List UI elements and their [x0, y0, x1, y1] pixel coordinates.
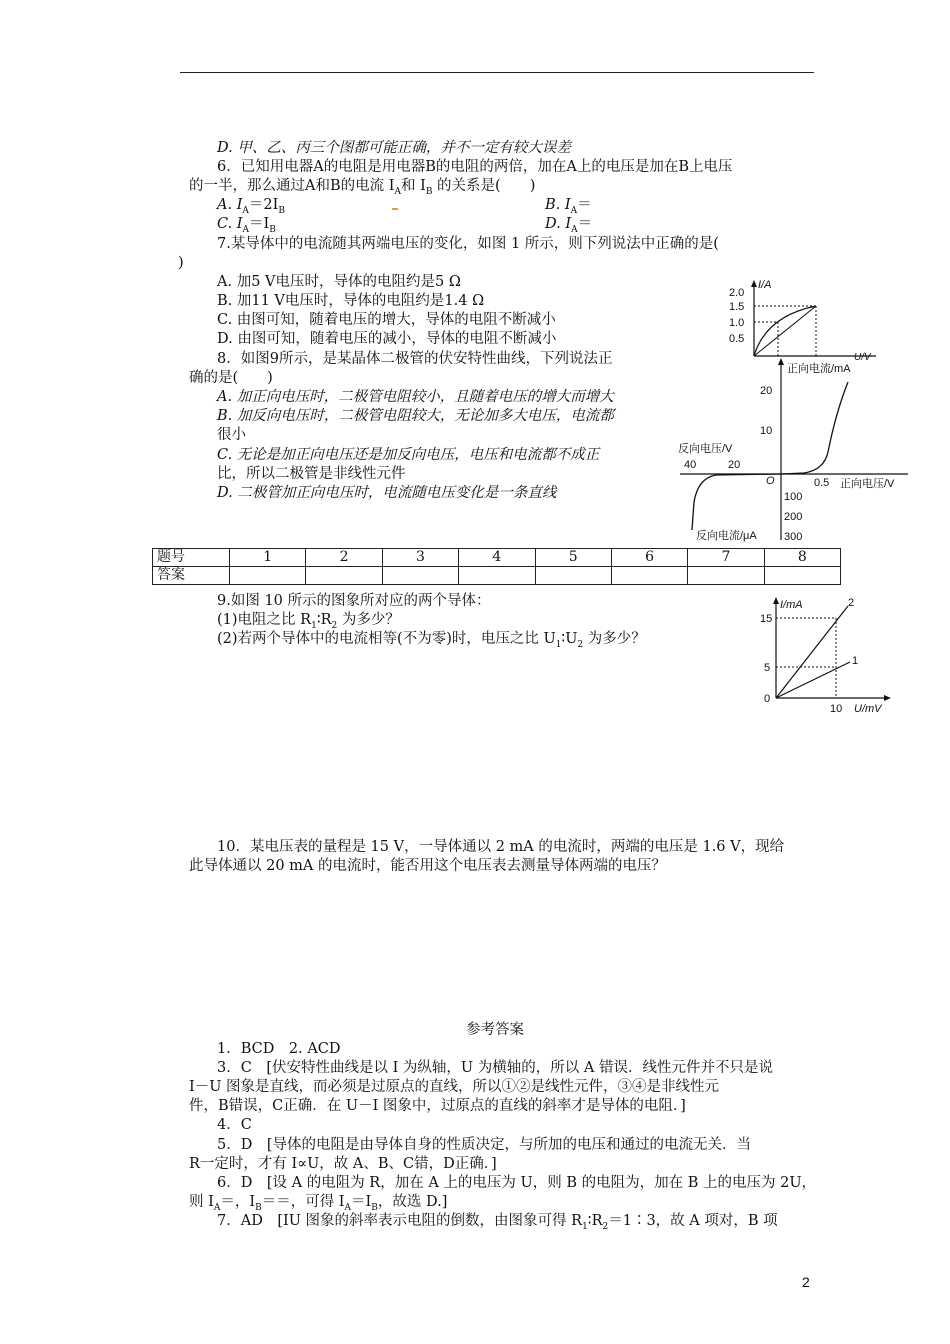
- q7-option-d: D. 由图可知，随着电压的减小，导体的电阻不断减小: [217, 331, 557, 347]
- table-cell: 1: [230, 549, 306, 567]
- fig9-xtick: 40: [684, 459, 697, 471]
- answer-5: 5．D [导体的电阻是由导体自身的性质决定，与所加的电压和通过的电流无关．当: [217, 1137, 752, 1153]
- table-cell: 7: [688, 549, 764, 567]
- q7-stem: 7.某导体中的电流随其两端电压的变化，如图 1 所示，则下列说法中正确的是(: [217, 236, 719, 252]
- figure-1-graph: [726, 278, 896, 360]
- fig10-y-label: I/mA: [780, 599, 803, 611]
- fig1-line: [754, 306, 816, 356]
- fig9-ytick-neg: 300: [784, 531, 803, 543]
- q8-option-b-cont: 很小: [217, 427, 246, 443]
- answer-4: 4．C: [217, 1117, 252, 1133]
- q8-option-b: B. 加反向电压时，二极管电阻较大，无论加多大电压，电流都: [217, 408, 614, 424]
- fig9-ytick-neg: 200: [784, 511, 803, 523]
- fig10-line2-label: 2: [848, 597, 855, 609]
- q6-option-a: A. $I_A=2I_B$: [217, 197, 285, 216]
- q10-stem: 10．某电压表的量程是 15 V，一导体通以 2 mA 的电流时，两端的电压是 1.6 V，现给: [217, 839, 785, 855]
- answer-grid-table: [152, 548, 841, 585]
- fig9-origin: O: [766, 475, 775, 487]
- table-row: [153, 567, 841, 585]
- scan-mark: [392, 208, 398, 210]
- answers-title: 参考答案: [466, 1022, 524, 1038]
- table-cell: 5: [535, 549, 611, 567]
- q9-part1: (1)电阻之比 $R_1∶R_2$ 为多少？: [217, 612, 400, 631]
- fig9-rev-current-label: 反向电流/μA: [696, 530, 757, 542]
- fig9-xtick: 0.5: [814, 477, 830, 489]
- answer-5-cont: R一定时，才有 I∝U，故 A、B、C错，D正确．]: [189, 1156, 497, 1172]
- fig1-y-label: I/A: [758, 279, 772, 291]
- answer-cell[interactable]: [382, 567, 458, 585]
- fig10-xtick: 10: [830, 703, 843, 715]
- q8-option-c-cont: 比，所以二极管是非线性元件: [217, 466, 406, 482]
- q7-option-c: C. 由图可知，随着电压的增大，导体的电阻不断减小: [217, 312, 556, 328]
- answer-cell[interactable]: [306, 567, 382, 585]
- answer-cell[interactable]: [459, 567, 535, 585]
- table-row: [153, 549, 841, 567]
- answer-cell[interactable]: [535, 567, 611, 585]
- fig10-x-label: U/mV: [854, 703, 882, 715]
- fig10-line1-label: 1: [852, 655, 859, 667]
- answer-7: 7．AD [IU 图象的斜率表示电阻的倒数，由图象可得 $R_1∶R_2=1∶3$，故 A 项对，B 项: [217, 1213, 778, 1232]
- fig1-x-label: U/V: [854, 352, 871, 360]
- table-row-head: 答案: [153, 567, 230, 585]
- q6-option-c: C. $I_A=I_B$: [217, 216, 276, 235]
- answer-cell[interactable]: [764, 567, 840, 585]
- figure-9-diode-graph: [676, 352, 912, 548]
- header-rule: [180, 72, 814, 73]
- table-cell: 4: [459, 549, 535, 567]
- fig10-ytick: 15: [760, 613, 773, 625]
- answer-3-cont: 件，B错误，C正确．在 U－I 图象中，过原点的直线的斜率才是导体的电阻．]: [189, 1098, 686, 1114]
- q8-stem: 8．如图9所示，是某晶体二极管的伏安特性曲线，下列说法正: [217, 351, 613, 367]
- answer-3: 3．C [伏安特性曲线是以 I 为纵轴，U 为横轴的，所以 A 错误．线性元件并不只是说: [217, 1060, 773, 1076]
- q8-option-c: C. 无论是加正向电压还是加反向电压，电压和电流都不成正: [217, 447, 600, 463]
- fig1-ytick: 1.0: [729, 317, 745, 329]
- q8-option-d: D. 二极管加正向电压时，电流随电压变化是一条直线: [217, 485, 557, 501]
- answer-6-cont: 则 $I_A=$，$I_B==$，可得 $I_A=I_B$，故选 D.]: [189, 1194, 448, 1213]
- fig1-ytick: 1.5: [729, 301, 745, 313]
- q7-option-b: B. 加11 V电压时，导体的电阻约是1.4 Ω: [217, 293, 485, 309]
- fig9-forward-curve: [781, 382, 848, 474]
- fig10-line-2: [776, 606, 848, 698]
- q8-stem-cont: 确的是( ): [189, 370, 273, 386]
- answer-3-cont: I－U 图象是直线，而必须是过原点的直线，所以①②是线性元件，③④是非线性元: [189, 1079, 720, 1095]
- q6-option-d: D. $I_A=$: [545, 216, 593, 235]
- q8-option-a: A. 加正向电压时，二极管电阻较小，且随着电压的增大而增大: [217, 389, 614, 405]
- fig1-ytick: 2.0: [729, 287, 745, 299]
- fig1-ytick: 0.5: [729, 333, 745, 345]
- page-number: 2: [802, 1274, 810, 1290]
- q6-stem-cont: 的一半，那么通过A和B的电流 $I_A$和 $I_B$ 的关系是( ): [189, 178, 536, 197]
- answer-cell[interactable]: [688, 567, 764, 585]
- q6-option-d-prev: D. 甲、乙、丙三个图都可能正确，并不一定有较大误差: [217, 140, 571, 156]
- fig10-ytick: 5: [764, 662, 771, 674]
- q6-option-b: B. $I_A=$: [545, 197, 592, 216]
- q6-stem: 6．已知用电器A的电阻是用电器B的电阻的两倍，加在A上的电压是加在B上电压: [217, 159, 733, 175]
- fig9-ytick: 10: [760, 425, 773, 437]
- answer-1-2: 1．BCD 2. ACD: [217, 1041, 341, 1057]
- fig9-ytick-neg: 100: [784, 491, 803, 503]
- fig9-ytick: 20: [760, 385, 773, 397]
- fig9-xtick: 20: [728, 459, 741, 471]
- fig9-rev-voltage-label: 反向电压/V: [678, 443, 733, 455]
- q10-stem-cont: 此导体通以 20 mA 的电流时，能否用这个电压表去测量导体两端的电压？: [189, 858, 666, 874]
- answer-cell[interactable]: [230, 567, 306, 585]
- table-cell: 3: [382, 549, 458, 567]
- q7-option-a: A. 加5 V电压时，导体的电阻约是5 Ω: [217, 274, 461, 290]
- table-cell: 6: [611, 549, 687, 567]
- table-cell: 2: [306, 549, 382, 567]
- answer-6: 6．D [设 A 的电阻为 R，加在 A 上的电压为 U，则 B 的电阻为，加在 B 上的电压为 2U，: [217, 1175, 817, 1191]
- fig9-fwd-current-label: 正向电流/mA: [787, 363, 851, 375]
- q9-stem: 9.如图 10 所示的图象所对应的两个导体：: [217, 593, 491, 609]
- table-row-head: 题号: [153, 549, 230, 567]
- fig9-fwd-voltage-label: 正向电压/V: [840, 478, 895, 490]
- fig10-origin: 0: [764, 693, 771, 705]
- figure-10-graph: [756, 592, 896, 716]
- q7-stem-cont: ): [178, 255, 184, 271]
- q9-part2: (2)若两个导体中的电流相等(不为零)时，电压之比 $U_1∶U_2$ 为多少？: [217, 631, 646, 650]
- table-cell: 8: [764, 549, 840, 567]
- answer-cell[interactable]: [611, 567, 687, 585]
